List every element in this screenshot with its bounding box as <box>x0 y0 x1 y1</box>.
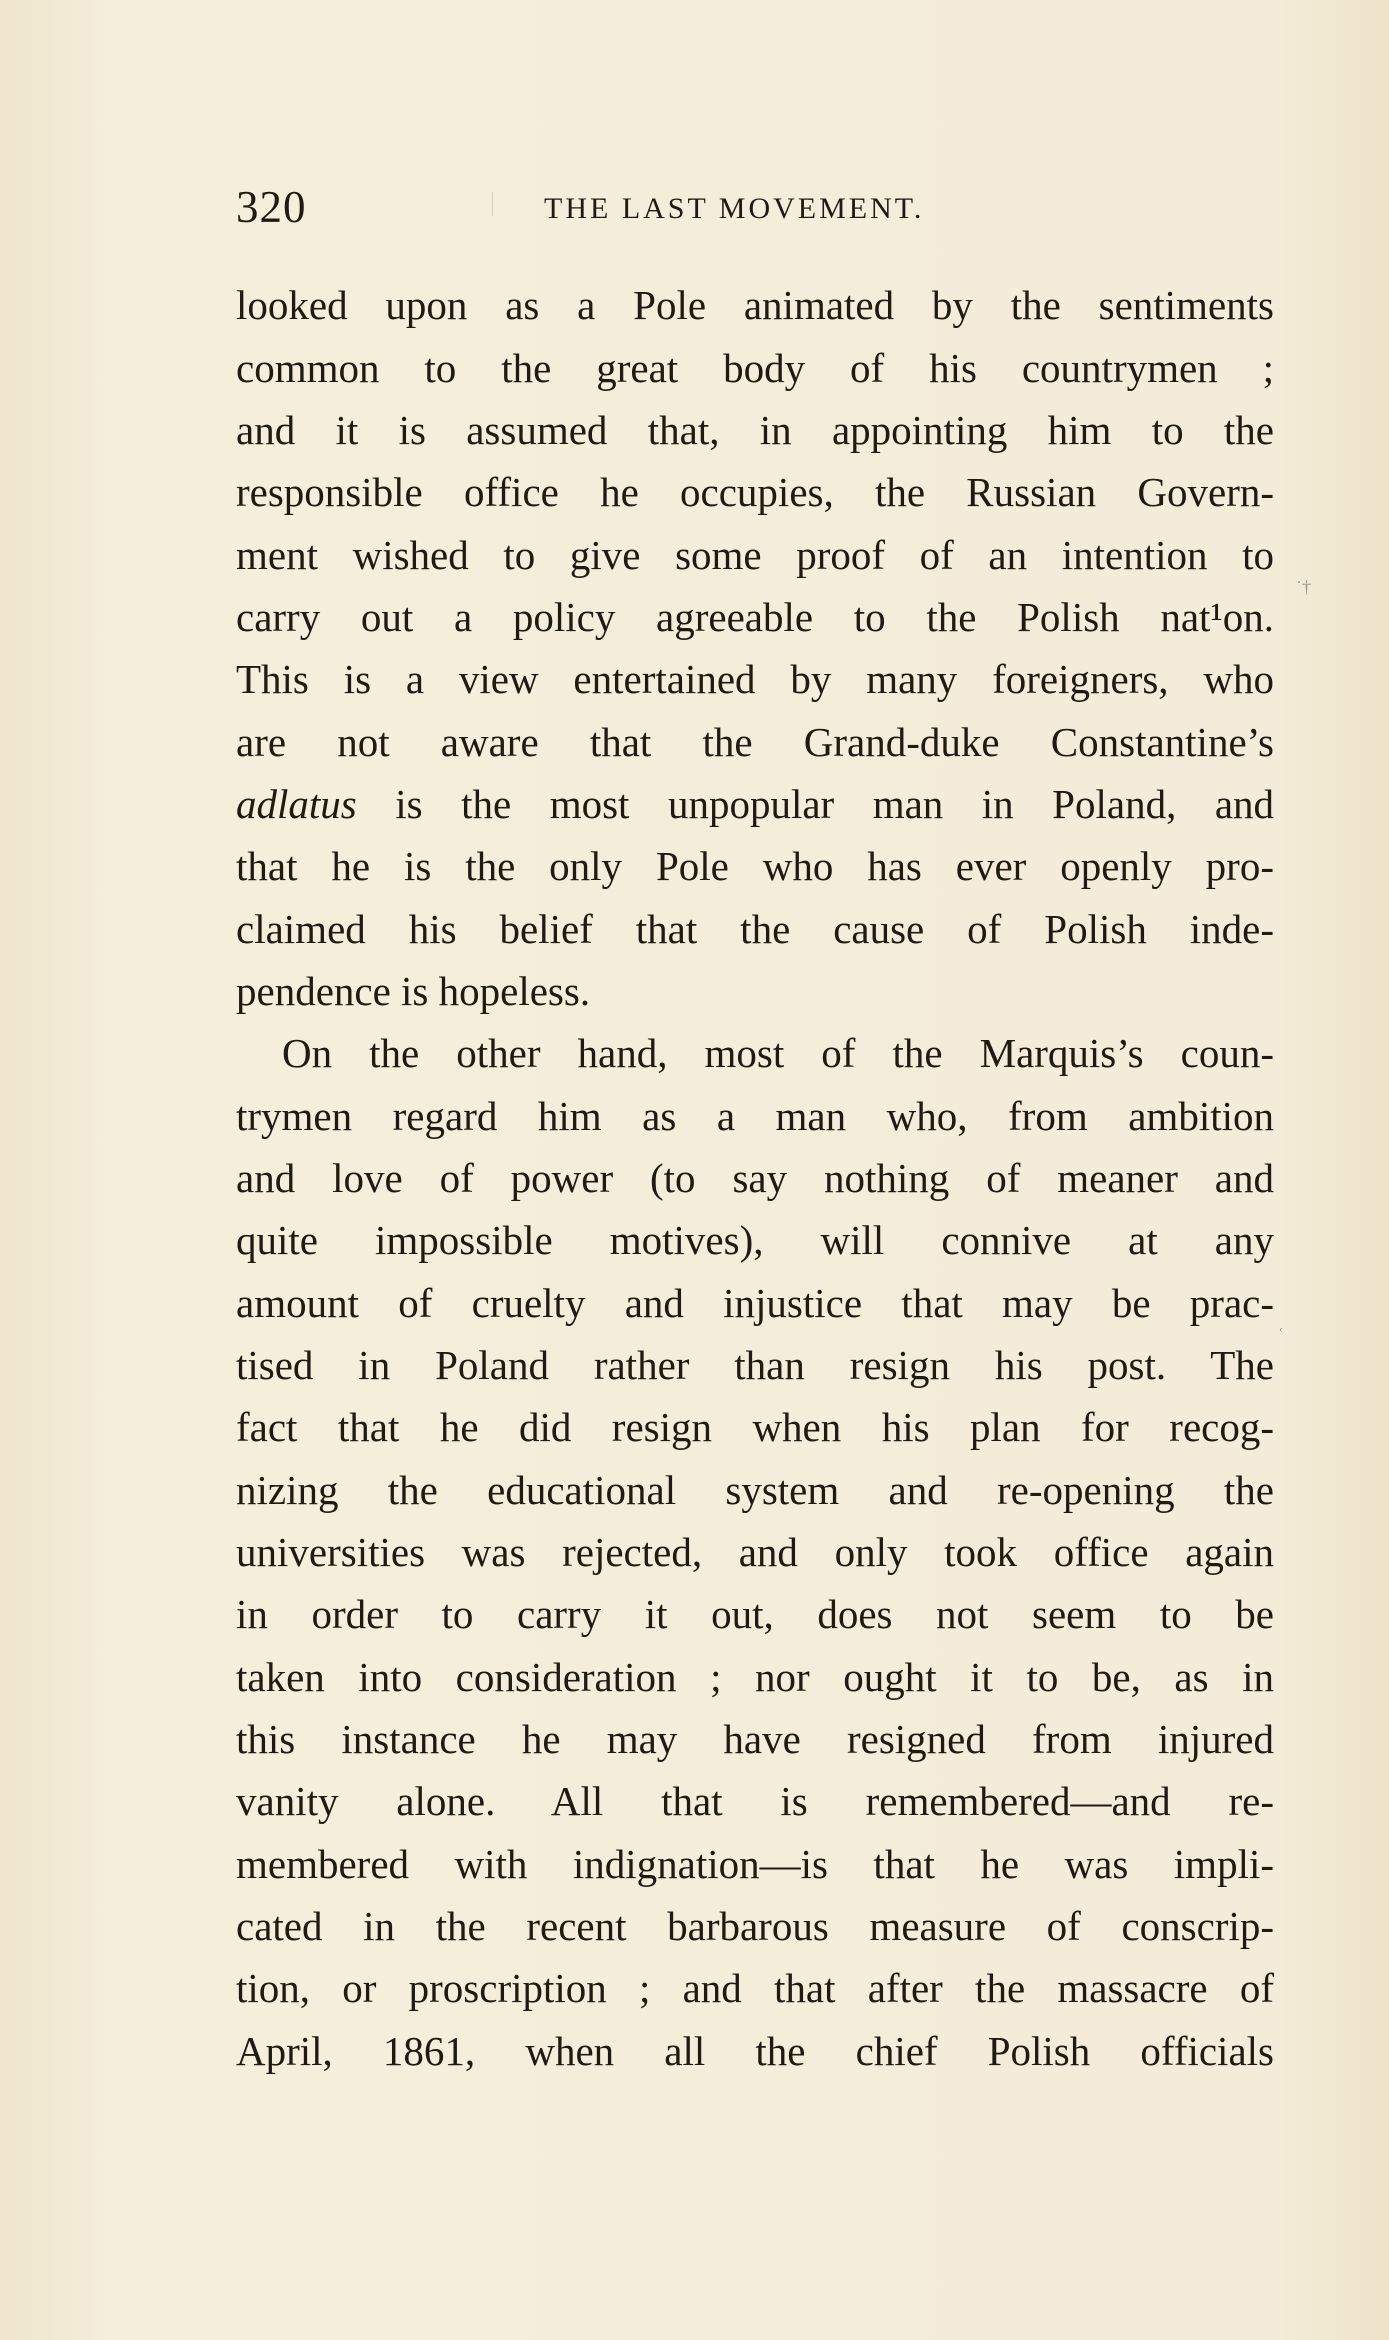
page-header <box>236 182 1216 232</box>
text-line: tised in Poland rather than resign his post. The <box>236 1342 1274 1388</box>
text-line: fact that he did resign when his plan for recog- <box>236 1404 1274 1450</box>
paragraph-first-line: On the other hand, most of the Marquis’s coun- <box>282 1030 1274 1076</box>
text-line: nizing the educational system and re-opening the <box>236 1467 1274 1513</box>
text-line: responsible office he occupies, the Russian Govern- <box>236 469 1274 515</box>
text-line: looked upon as a Pole animated by the sentiments <box>236 282 1274 328</box>
text-line: claimed his belief that the cause of Polish inde- <box>236 906 1274 952</box>
margin-annotation-lower: ʿ <box>1278 1325 1284 1345</box>
running-title: THE LAST MOVEMENT. <box>544 192 925 225</box>
text-line-rest: is the most unpopular man in Poland, and <box>395 781 1275 827</box>
text-line: common to the great body of his countrymen ; <box>236 345 1274 391</box>
text-line: ment wished to give some proof of an intention to <box>236 532 1274 578</box>
text-line: and love of power (to say nothing of meaner and <box>236 1155 1274 1201</box>
header-divider <box>492 192 493 216</box>
text-line: April, 1861, when all the chief Polish officials <box>236 2028 1274 2074</box>
text-line: carry out a policy agreeable to the Polish nat¹on. <box>236 594 1274 640</box>
text-line-with-italic <box>236 774 1274 834</box>
text-line: membered with indignation—is that he was impli- <box>236 1841 1274 1887</box>
italic-term: adlatus <box>236 781 357 827</box>
text-line: taken into consideration ; nor ought it to be, as in <box>236 1654 1274 1700</box>
text-line: tion, or proscription ; and that after the massacre of <box>236 1965 1274 2011</box>
text-line: pendence is hopeless. <box>236 968 591 1014</box>
text-line: trymen regard him as a man who, from ambition <box>236 1093 1274 1139</box>
text-line: This is a view entertained by many foreigners, who <box>236 656 1274 702</box>
text-line: this instance he may have resigned from injured <box>236 1716 1274 1762</box>
text-line: cated in the recent barbarous measure of conscrip- <box>236 1903 1274 1949</box>
text-line: quite impossible motives), will connive at any <box>236 1217 1274 1263</box>
text-line: and it is assumed that, in appointing him to the <box>236 407 1274 453</box>
text-line: that he is the only Pole who has ever openly pro- <box>236 843 1274 889</box>
text-line: universities was rejected, and only took office again <box>236 1529 1274 1575</box>
text-line: vanity alone. All that is remembered—and re- <box>236 1778 1274 1824</box>
text-line: amount of cruelty and injustice that may be prac- <box>236 1280 1274 1326</box>
margin-annotation-upper: ˙† <box>1296 577 1311 597</box>
page-number: 320 <box>236 182 307 232</box>
text-line: are not aware that the Grand-duke Constantine’s <box>236 719 1274 765</box>
text-line: in order to carry it out, does not seem to be <box>236 1591 1274 1637</box>
